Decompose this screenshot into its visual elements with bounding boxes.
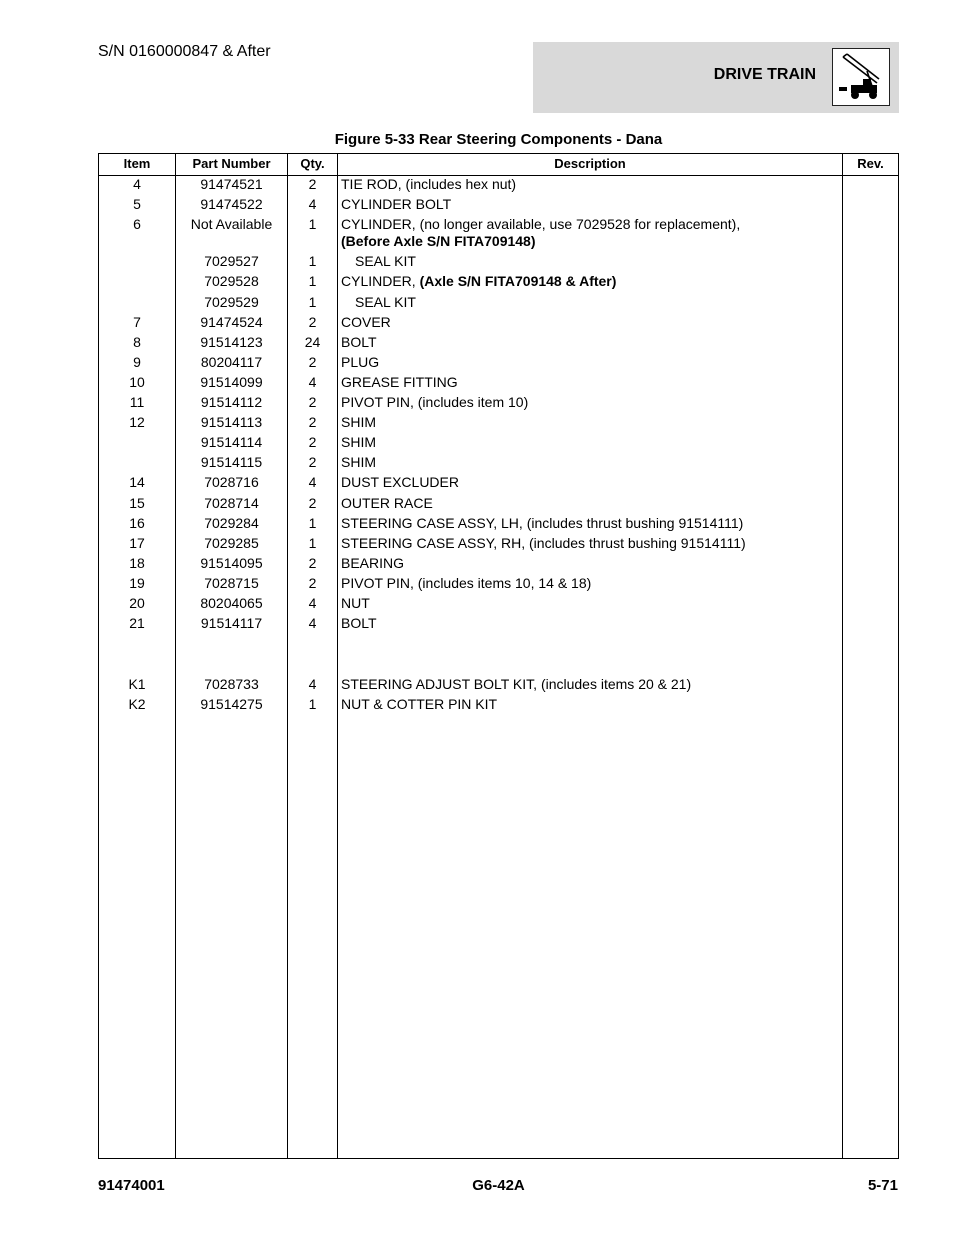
part-number: 91514275 [200, 696, 263, 712]
part-number: 91514115 [200, 454, 263, 470]
description-text: BEARING [341, 555, 405, 571]
part-number: 91514095 [200, 555, 263, 571]
description [341, 474, 841, 491]
description [341, 535, 841, 552]
description-text: GREASE FITTING [341, 374, 458, 390]
description [341, 273, 841, 290]
table-row [99, 495, 898, 515]
table-row [99, 374, 898, 394]
table-row [99, 615, 898, 635]
item-number: 10 [129, 374, 145, 390]
quantity: 1 [308, 696, 317, 712]
table-row [99, 676, 898, 696]
description-text: SEAL KIT [355, 294, 416, 310]
part-number: 91514113 [200, 414, 263, 430]
quantity: 2 [308, 354, 317, 370]
section-header [533, 42, 899, 113]
header-description: Description [554, 156, 626, 171]
description-text: BOLT [341, 615, 377, 631]
description-text: TIE ROD, (includes hex nut) [341, 176, 517, 192]
quantity: 24 [304, 334, 321, 350]
table-row [99, 414, 898, 434]
table-row [99, 176, 898, 196]
item-number: 5 [133, 196, 141, 212]
quantity: 4 [308, 374, 317, 390]
part-number: 7028715 [204, 575, 259, 591]
description [341, 555, 841, 572]
quantity: 4 [308, 196, 317, 212]
part-number: 91514114 [200, 434, 263, 450]
description-serial-note: (Axle S/N FITA709148 & After) [419, 273, 617, 289]
table-row [99, 474, 898, 495]
table-row [99, 535, 898, 555]
description [341, 414, 841, 431]
quantity: 1 [308, 294, 317, 310]
table-row [99, 515, 898, 535]
table-row [99, 273, 898, 294]
quantity: 1 [308, 535, 317, 551]
item-number: 9 [133, 354, 141, 370]
header-rev: Rev. [857, 156, 884, 171]
footer-part-number: 91474001 [98, 1177, 165, 1194]
description [341, 676, 841, 693]
item-number: 7 [133, 314, 141, 330]
quantity: 2 [308, 555, 317, 571]
description-text: CYLINDER BOLT [341, 196, 452, 212]
description [341, 615, 841, 632]
description [341, 354, 841, 371]
description-serial-note: (Before Axle S/N FITA709148) [341, 233, 536, 249]
table-row [99, 575, 898, 595]
item-number: 21 [129, 615, 145, 631]
description-text: OUTER RACE [341, 495, 433, 511]
description-text: STEERING CASE ASSY, LH, (includes thrust bushing 91514111) [341, 515, 744, 531]
table-row [99, 334, 898, 354]
description-text: PIVOT PIN, (includes item 10) [341, 394, 529, 410]
part-number: 91474521 [200, 176, 263, 192]
table-row [99, 354, 898, 374]
part-number: 91514117 [200, 615, 263, 631]
table-row [99, 294, 898, 314]
table-body [99, 176, 898, 716]
description-text: SHIM [341, 414, 376, 430]
part-number: 91514099 [200, 374, 263, 390]
part-number: 7028716 [204, 474, 259, 490]
description-text: PIVOT PIN, (includes items 10, 14 & 18) [341, 575, 592, 591]
table-row [99, 454, 898, 474]
part-number: 7029285 [204, 535, 259, 551]
header-part-number: Part Number [192, 156, 271, 171]
part-number: 80204065 [200, 595, 263, 611]
part-number: 7028733 [204, 676, 259, 692]
item-number: 11 [129, 394, 145, 410]
table-row [99, 655, 898, 676]
item-number: 14 [129, 474, 145, 490]
description [341, 515, 841, 532]
table-row [99, 696, 898, 716]
section-title: DRIVE TRAIN [713, 66, 816, 83]
quantity: 4 [308, 615, 317, 631]
item-number: 4 [133, 176, 141, 192]
quantity: 2 [308, 414, 317, 430]
part-number: 91514123 [200, 334, 263, 350]
part-number: 7029284 [204, 515, 259, 531]
description [341, 374, 841, 391]
item-number: 17 [129, 535, 145, 551]
description [341, 253, 841, 270]
telehandler-icon [832, 48, 890, 106]
item-number: 18 [129, 555, 145, 571]
description-text: PLUG [341, 354, 380, 370]
serial-number-range: S/N 0160000847 & After [98, 43, 271, 60]
description-text: NUT & COTTER PIN KIT [341, 696, 498, 712]
table-row [99, 253, 898, 273]
description-text: CYLINDER, [341, 273, 420, 289]
description [341, 334, 841, 351]
description-text: COVER [341, 314, 391, 330]
quantity: 2 [308, 575, 317, 591]
description-text: SEAL KIT [355, 253, 416, 269]
quantity: 2 [308, 394, 317, 410]
description [341, 394, 841, 411]
quantity: 2 [308, 434, 317, 450]
parts-table [98, 153, 899, 1159]
quantity: 1 [308, 253, 317, 269]
table-row [99, 555, 898, 575]
part-number: Not Available [190, 216, 273, 232]
item-number: 6 [133, 216, 141, 232]
description-text: STEERING ADJUST BOLT KIT, (includes items 20 & 21) [341, 676, 692, 692]
part-number: 7029529 [204, 294, 259, 310]
item-number: 16 [129, 515, 145, 531]
description [341, 696, 841, 713]
description [341, 294, 841, 311]
item-number: K1 [128, 676, 146, 692]
part-number: 7028714 [204, 495, 259, 511]
description-text: SHIM [341, 434, 376, 450]
quantity: 4 [308, 595, 317, 611]
quantity: 1 [308, 273, 317, 289]
item-number: 12 [129, 414, 145, 430]
description [341, 196, 841, 213]
item-number: 8 [133, 334, 141, 350]
description [341, 434, 841, 451]
part-number: 91474524 [200, 314, 263, 330]
table-row [99, 635, 898, 655]
figure-title: Figure 5-33 Rear Steering Components - Dana [334, 131, 663, 148]
part-number: 91514112 [200, 394, 263, 410]
table-row [99, 216, 898, 253]
description [341, 216, 841, 250]
footer-page-number: 5-71 [867, 1177, 898, 1194]
description-text: DUST EXCLUDER [341, 474, 459, 490]
table-row [99, 394, 898, 414]
part-number: 80204117 [200, 354, 263, 370]
table-row [99, 434, 898, 454]
item-number: 20 [129, 595, 145, 611]
description [341, 314, 841, 331]
description [341, 495, 841, 512]
description [341, 176, 841, 193]
description-text: STEERING CASE ASSY, RH, (includes thrust bushing 91514111) [341, 535, 746, 551]
quantity: 1 [308, 216, 317, 232]
description-text: BOLT [341, 334, 377, 350]
quantity: 2 [308, 454, 317, 470]
description [341, 454, 841, 471]
part-number: 7029528 [204, 273, 259, 289]
quantity: 1 [308, 515, 317, 531]
table-row [99, 595, 898, 615]
quantity: 2 [308, 495, 317, 511]
footer-model: G6-42A [472, 1177, 525, 1194]
quantity: 4 [308, 474, 317, 490]
description [341, 575, 841, 592]
quantity: 2 [308, 314, 317, 330]
part-number: 7029527 [204, 253, 259, 269]
quantity: 2 [308, 176, 317, 192]
table-row [99, 196, 898, 216]
header-qty: Qty. [300, 156, 325, 171]
item-number: 15 [129, 495, 145, 511]
part-number: 91474522 [200, 196, 263, 212]
quantity: 4 [308, 676, 317, 692]
description-text: CYLINDER, (no longer available, use 7029528 for replacement), [341, 216, 741, 232]
header-item: Item [123, 156, 151, 171]
description-text: NUT [341, 595, 370, 611]
table-row [99, 314, 898, 334]
description [341, 595, 841, 612]
item-number: K2 [128, 696, 146, 712]
description-text: SHIM [341, 454, 376, 470]
item-number: 19 [129, 575, 145, 591]
